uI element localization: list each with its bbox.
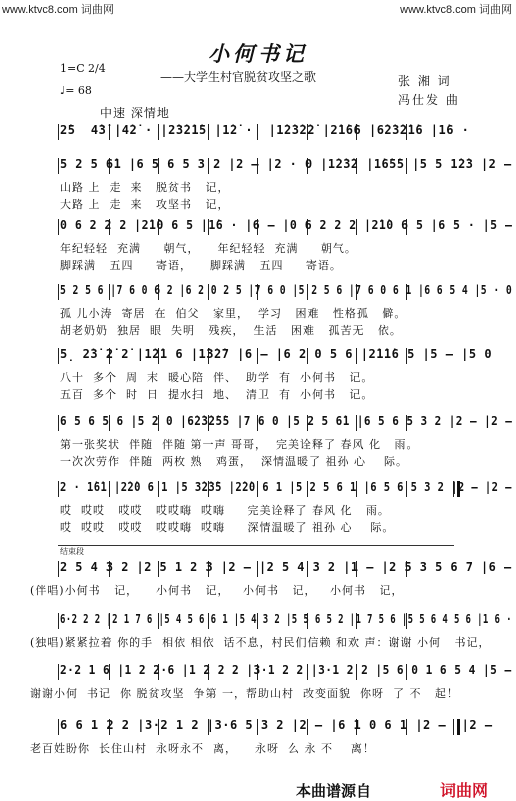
- footer-source: 本曲谱源自: [296, 782, 372, 800]
- song-subtitle: ——大学生村官脱贫攻坚之歌: [160, 70, 317, 84]
- lyric-line: 老百姓盼你 长住山村 永呀永不 离， 永呀 么 永 不 离！: [30, 742, 375, 755]
- notation-row: 6·2 2 2 |2 1 7 6 |5 4 5 6 6 1 |5 4 3 2 |5 5 6 5 2 |1 7 5 6 |5 5 6 4 5 6 |1 6 ·: [60, 612, 512, 626]
- watermark-right: www.ktvc8.com 词曲网: [400, 4, 512, 16]
- lyric-line: 大路 上 走 来 攻坚书 记，: [60, 198, 230, 211]
- lyric-line: (伴唱)小何书 记， 小何书 记， 小何书 记， 小何书 记，: [30, 584, 404, 597]
- notation-row: 2 5 4 3 2 |2 5 1 2 3 |2 — |2 5 4 3 2 |1 — |2 5 3 5 6 7 |6 —: [60, 560, 512, 574]
- lyric-line: 胡老奶奶 独居 眼 失明 残疾， 生活 困难 孤苦无 依。: [60, 324, 402, 337]
- lyric-line: 一次次劳作 伴随 两枚 熟 鸡蛋， 深情温暖了 祖孙 心 际。: [60, 455, 408, 468]
- lyric-line: 第一张奖状 伴随 伴随 第一声 哥哥， 完美诠释了 春风 化 雨。: [60, 438, 419, 451]
- tempo-marking: ♩= 68: [60, 84, 92, 97]
- lyric-line: 年纪轻轻 充满 朝气， 年纪轻轻 充满 朝气。: [60, 242, 357, 255]
- lyric-line: 五百 多个 时 日 提水扫 地、 清卫 有 小何书 记。: [60, 388, 374, 401]
- lyric-line: (独唱)紧紧拉着 你的手 相依 相依 话不息，村民们信赖 和欢 声：谢谢 小何 书记，: [30, 636, 491, 649]
- song-title: 小何书记: [208, 42, 308, 66]
- key-signature: 1=C: [60, 62, 85, 75]
- notation-row: 0 6 2 2 2 |2̇1̇0 6 5 |1̇6 · |6 — |0 6 2 2 2 |2̇1̇0 6 5 |6 5 · |5 —: [60, 218, 513, 232]
- lyric-line: 谢谢小何 书记 你 脱贫攻坚 争第 一，帮助山村 改变面貌 你呀 了 不 起！: [30, 687, 459, 700]
- notation-row: 5̣ 2̇3̇ 2̇ 2̇ |1̇2̇1 6 |1̇3̇2̇7 |6 — |6 2 0 5 6 |2̇1̇1̇6 5 |5 — |5 0: [60, 347, 493, 361]
- notation-row: 5 2 5 6 |7 6 0 6 2 |6 2 0 2 5 |7 6 0 |5 2 5 6 |7 6 0 6 1 |6 6 5 4 |5 · 0: [60, 283, 513, 297]
- lyricist-credit: 张 湘 词: [398, 74, 452, 88]
- expression-marking: 中速 深情地: [100, 106, 170, 120]
- notation-row: 2·2 1 6 |1 2 2·6 |1 2 2 2 |3·1 2 2 |3·1 2 2 |5 6 0 1 6 5 4 |5 —: [60, 663, 512, 677]
- section-label: 结束段: [60, 547, 84, 556]
- notation-row: 6 5 6 5 6 |5 2 0 |6̇2̇3̇2̇5̇5 |7 6 0 |5 2 5 6̇1 |6 5 6 5 3 2 |2 — |2 —: [60, 414, 513, 428]
- lyric-line: 哎 哎哎 哎哎 哎哎嗨 哎嗨 深情温暖了 祖孙 心 际。: [60, 521, 395, 534]
- lyric-line: 哎 哎哎 哎哎 哎哎嗨 哎嗨 完美诠释了 春风 化 雨。: [60, 504, 390, 517]
- lyric-line: 孤 儿小涛 寄居 在 伯父 家里， 学习 困难 性格孤 僻。: [60, 307, 407, 320]
- time-signature: 2/4: [88, 62, 106, 75]
- notation-row: 6 6 1 2 2 |3·2 1 2 |3·6 5 3 2 |2 — |6 1 0 6 1 |2 — |2 —: [60, 718, 493, 732]
- lyric-line: 八十 多个 周 末 暖心陪 伴、 助学 有 小何书 记。: [60, 371, 374, 384]
- composer-credit: 冯仕发 曲: [398, 93, 460, 107]
- notation-row: 5 2 5 6̇1 |6 5 6 5 3 2 |2 — |2 · 0 |1̇2̇3̇2 |1̇6̇5̇5 |5 5 1̇2̇3 |2 —: [60, 157, 512, 171]
- notation-row: 2 · 1̇6̇1 |2̇2̇0 6 1 |5 3̇2̇3̇5 |2̇2̇0 6 1 |5 2 5 6 1 |6 5 6 5 3 2 |2 — |2 —: [60, 480, 512, 494]
- section-divider: [58, 545, 454, 546]
- footer-logo: 词曲网: [440, 781, 489, 800]
- watermark-left: www.ktvc8.com 词曲网: [2, 4, 114, 16]
- lyric-line: 脚踩满 五四 寄语， 脚踩满 五四 寄语。: [60, 259, 342, 272]
- lyric-line: 山路 上 走 来 脱贫书 记，: [60, 181, 230, 194]
- notation-row: 2̇5 4̇3̇ |4̇2̇ · |2̇3̇2̇1̇5 |1̇2̇ · |1̇2̇3̇2̇2̇ |2̇1̇6̇6 |6̇2̇3̇2̇1̇6 |1̇6 ·: [60, 123, 470, 137]
